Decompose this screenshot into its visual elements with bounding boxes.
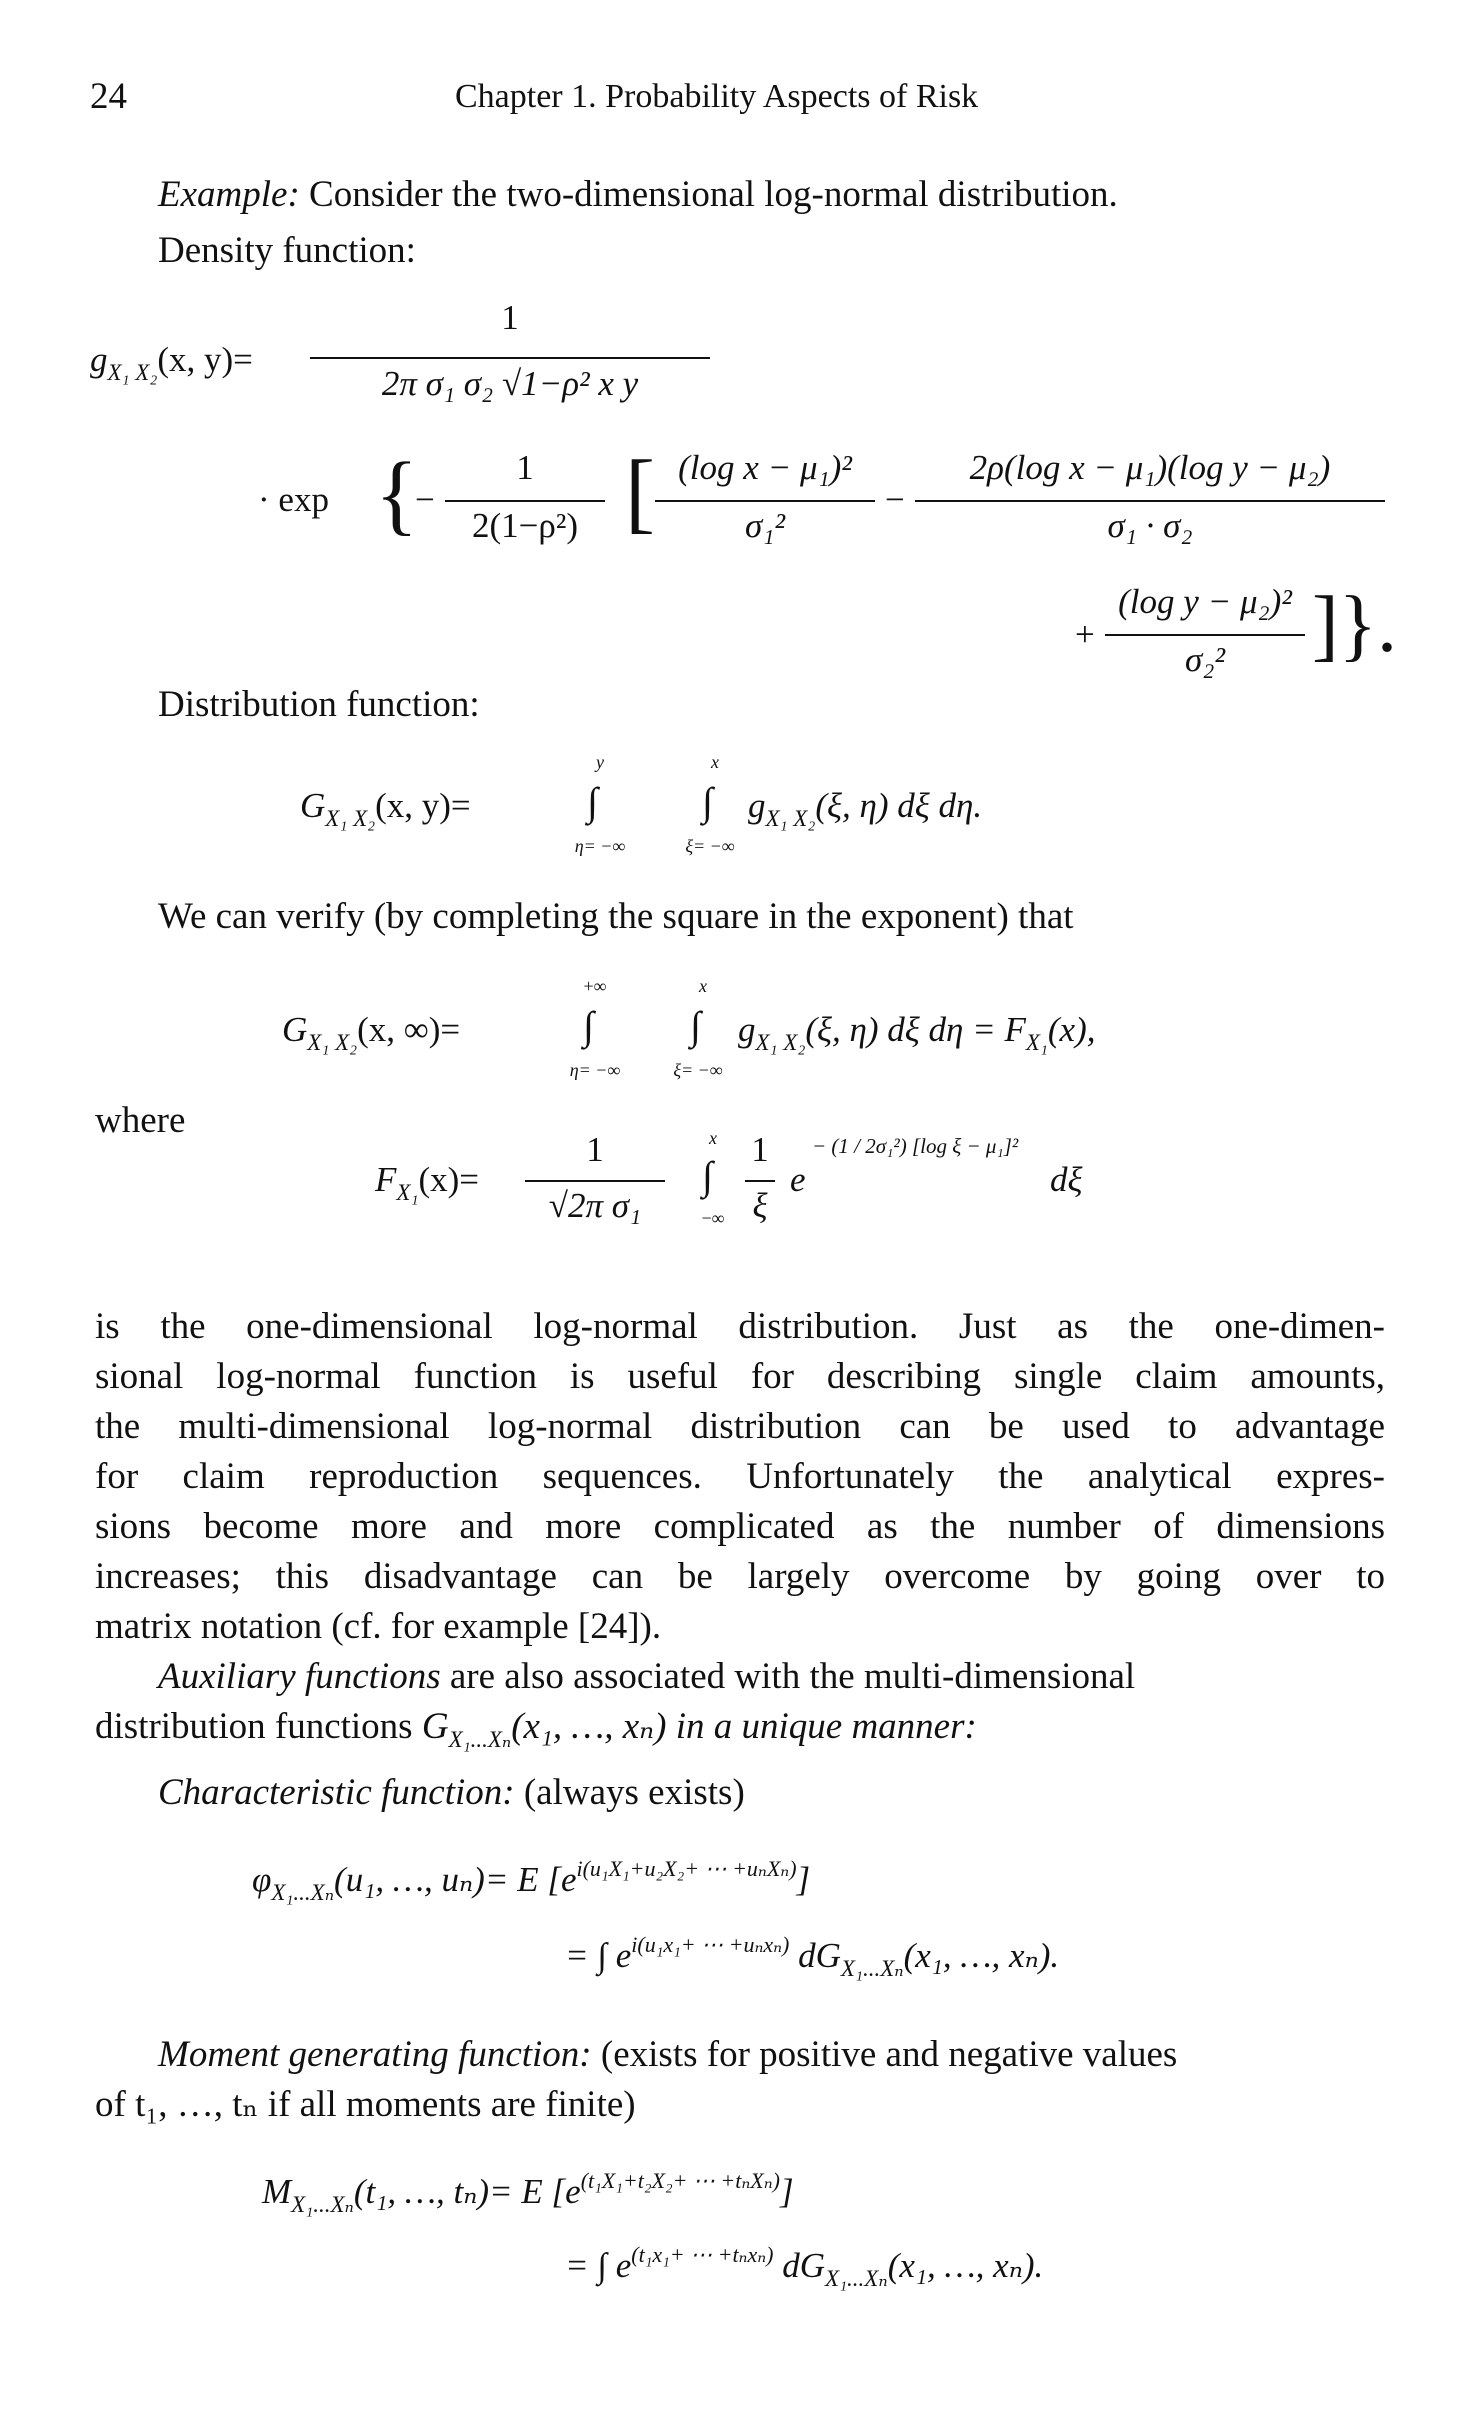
running-title: Chapter 1. Probability Aspects of Risk	[455, 78, 979, 115]
density-fraction-bar	[310, 357, 710, 359]
fx-frac-den: ξ	[752, 1186, 768, 1225]
integral-sign: ∫	[587, 779, 598, 824]
left-brace: {	[375, 445, 419, 544]
density-denominator: 2π σ₁ σ₂ √1−ρ² x y	[381, 364, 639, 403]
moment-note-line-2: of t₁, …, tₙ if all moments are finite)	[95, 2084, 636, 2125]
paragraph-2-line-2: distribution functions $G_{X_1...X_n}(x_1$, …, xₙ) in a unique manner:	[95, 1706, 977, 1752]
example-label: Example:	[158, 174, 300, 215]
example-intro	[158, 170, 1118, 220]
term3-denominator: σ₂²	[1185, 640, 1225, 679]
integral-sign: ∫	[702, 1153, 713, 1198]
marginal-integrand: $g_{X_1 X_2}(\xi$, η) dξ $d\eta = F_{X_1}(x)$,	[738, 1010, 1096, 1055]
fx-e: e	[790, 1160, 806, 1199]
term3-plus: +	[1075, 615, 1095, 654]
paragraph-2-line-1: Auxiliary functions are also associated with the multi-dimensional	[158, 1656, 1136, 1697]
term1-numerator: (log x − μ₁)²	[678, 448, 852, 487]
fx-int-upper: x	[709, 1128, 717, 1148]
fx-numerator: 1	[586, 1130, 604, 1169]
closing-brackets: ]}.	[1312, 581, 1398, 669]
dist-int1-lower: η= −∞	[574, 836, 626, 856]
integral-sign: ∫	[583, 1003, 594, 1048]
characteristic-heading: Characteristic function: (always exists)	[158, 1772, 745, 1813]
fx-lhs: $F_{X_1}(x)=$	[375, 1160, 479, 1205]
term2-numerator: 2ρ(log x − μ₁)(log y − μ₂)	[969, 448, 1331, 487]
paragraph-1	[95, 1302, 1385, 1652]
marg-int2-lower: ξ= −∞	[673, 1060, 723, 1080]
auxiliary-functions-term: Auxiliary functions	[158, 1656, 441, 1697]
marg-int1-lower: η= −∞	[569, 1060, 621, 1080]
integral-sign: ∫	[702, 779, 713, 824]
page-number: 24	[90, 76, 127, 117]
integral-sign: ∫	[690, 1003, 701, 1048]
distribution-lhs: $G_{X_1 X_2}(x$, y)=	[300, 786, 471, 831]
fx-dxi: dξ	[1050, 1160, 1083, 1199]
paragraph-1-line: increases; this disadvantage can be largely overcome by going over to	[95, 1556, 1385, 1597]
moment-heading: Moment generating function: (exists for positive and negative values	[158, 2034, 1178, 2075]
characteristic-line-2: = ∫ $e^{i(u_1x_1+ \cdots +u_nx_n)}$ $dG_{X_1...X_n}(x_1$, …, xₙ).	[565, 1932, 1060, 1981]
fx-int-lower: −∞	[701, 1208, 725, 1228]
dist-int2-lower: ξ= −∞	[685, 836, 735, 856]
moment-line-2: = ∫ $e^{(t_1x_1+ \cdots +t_nx_n)}$ $dG_{X_1...X_n}(x_1$, …, xₙ).	[565, 2242, 1044, 2291]
fx-exponent: − (1 / 2σ₁²) [log ξ − μ₁]²	[812, 1134, 1019, 1158]
moment-line-1: $M_{X_1...X_n}(t_1$, …, tₙ)= E $[e^{(t_1X_1+t_2X_2+ \cdots +t_nX_n)}]$	[262, 2168, 794, 2217]
term1-denominator: σ₁²	[745, 506, 785, 545]
paragraph-1-line: is the one-dimensional log-normal distribution. Just as the one-dimen-	[95, 1306, 1385, 1347]
density-lhs: $g_{X_1 X_2}(x$, y)=	[90, 340, 253, 385]
fx-frac-num: 1	[751, 1130, 769, 1169]
paragraph-1-line: sional log-normal function is useful for describing single claim amounts,	[95, 1356, 1385, 1397]
left-bracket: [	[625, 443, 655, 542]
term1-fraction-bar	[655, 500, 875, 502]
exp-label: · exp	[258, 480, 329, 519]
fx-small-fraction-bar	[745, 1180, 775, 1182]
inner-numerator: 1	[516, 448, 534, 487]
fx-fraction-bar	[525, 1180, 665, 1182]
term3-fraction-bar	[1105, 634, 1305, 636]
density-numerator: 1	[501, 298, 519, 337]
term2-denominator: σ₁ · σ₂	[1107, 506, 1193, 545]
paragraph-1-line: the multi-dimensional log-normal distribution can be used to advantage	[95, 1406, 1385, 1447]
distribution-heading: Distribution function:	[158, 684, 480, 725]
paragraph-1-line: matrix notation (cf. for example [24]).	[95, 1606, 662, 1647]
example-intro-text: Consider the two-dimensional log-normal distribution.	[309, 174, 1118, 215]
density-heading: Density function:	[158, 230, 416, 271]
paragraph-1-line: sions become more and more complicated as the number of dimensions	[95, 1506, 1385, 1547]
term2-fraction-bar	[915, 500, 1385, 502]
minus-sign: −	[415, 480, 435, 519]
where-label: where	[95, 1100, 186, 1141]
characteristic-line-1: $\varphi_{X_1...X_n}(u_1$, …, uₙ)= E $[e^{i(u_1X_1+u_2X_2+ \cdots +u_nX_n)}]$	[252, 1856, 811, 1905]
term2-minus: −	[885, 480, 905, 519]
verify-sentence: We can verify (by completing the square in the exponent) that	[158, 896, 1074, 937]
dist-int1-upper: y	[596, 752, 604, 772]
dist-int2-upper: x	[711, 752, 719, 772]
paragraph-1-line: for claim reproduction sequences. Unfortunately the analytical expres-	[95, 1456, 1385, 1497]
distribution-integrand: $g_{X_1 X_2}(\xi$, η) dξ dη.	[748, 786, 983, 831]
marg-int2-upper: x	[699, 976, 707, 996]
inner-denominator: 2(1−ρ²)	[471, 506, 578, 545]
term3-numerator: (log y − μ₂)²	[1118, 582, 1292, 621]
fx-denominator: √2π σ₁	[548, 1186, 642, 1225]
inner-fraction-bar	[445, 500, 605, 502]
marg-int1-upper: +∞	[583, 976, 607, 996]
marginal-lhs: $G_{X_1 X_2}(x$, ∞)=	[282, 1010, 461, 1055]
